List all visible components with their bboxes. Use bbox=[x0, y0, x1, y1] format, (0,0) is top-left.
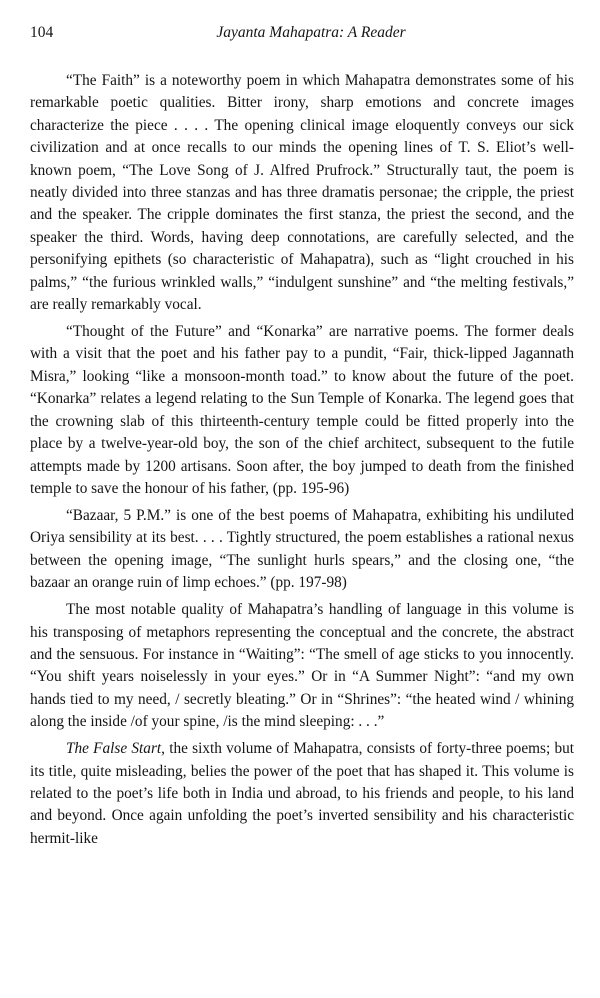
body-text bbox=[30, 70, 574, 855]
false-start-text: the sixth volume of Mahapatra, consists of forty-three poems; but its title, quite misleading, belies the power of the poet that has shaped it. This volume is related to the poet’s life both in India und abroad, to his friends and people, to his land and beyond. Once again unfolding the poet’s inverted sensibility and his characteristic hermit-like bbox=[30, 740, 574, 847]
paragraph-thought-of-the-future: “Thought of the Future” and “Konarka” are narrative poems. The former deals with a visit that the poet and his father pay to a pundit, “Fair, thick-lipped Jagannath Misra,” looking “like a monsoon-month toad.” to know about the future of the poet. “Konarka” relates a legend relating to the Sun Temple of Konarka. The legend goes that the crowning slab of this thirteenth-century temple could be fitted properly into the place by a twelve-year-old boy, the son of the chief architect, subsequent to the futile attempts made by 1200 artisans. Soon after, the boy jumped to death from the finished temple to save the honour of his father, (pp. 195-96) bbox=[30, 323, 574, 497]
page-number: 104 bbox=[30, 24, 54, 41]
paragraph-the-false-start bbox=[30, 738, 574, 850]
paragraph-bazaar: “Bazaar, 5 P.M.” is one of the best poems of Mahapatra, exhibiting his undiluted Oriya sensibility at its best. . . . Tightly structured, the poem establishes a rational nexus between the opening image, “The sunlight hurls spears,” and the closing one, “the bazaar an orange ruin of limp echoes.” (pp. 197-98) bbox=[30, 506, 574, 592]
paragraph-metaphors: The most notable quality of Mahapatra’s handling of language in this volume is his transposing of metaphors representing the conceptual and the concrete, the abstract and the sensuous. For instance in “Waiting”: “The smell of age sticks to you innocently. “You shift years noiselessly in your eyes.” Or in “A Summer Night”: “and my own hands tied to my need, / secretly bleating.” Or in “Shrines”: “the heated wind / whining along the inside /of your spine, /is the mind sleeping: . . .” bbox=[30, 601, 574, 731]
running-head bbox=[30, 22, 576, 44]
paragraph-the-faith: “The Faith” is a noteworthy poem in which Mahapatra demonstrates some of his remarkable poetic qualities. Bitter irony, sharp emotions and concrete images characterize the piece . . . . The opening clinical image eloquently conveys our sick civilization and at once recalls to our minds the opening lines of T. S. Eliot’s well-known poem, “The Love Song of J. Alfred Prufrock.” Structurally taut, the poem is neatly divided into three stanzas and has three dramatis personae; the cripple, the priest and the speaker. The cripple dominates the first stanza, the priest the second, and the speaker the third. Words, having deep connotations, are carefully selected, and the personifying epithets (so characteristic of Mahapatra), such as “light crouched in his palms,” “the furious wrinkled walls,” “indulgent sunshine” and “the melting festivals,” are really remarkably vocal. bbox=[30, 72, 574, 314]
false-start-title: The False Start, bbox=[66, 740, 165, 758]
book-title: Jayanta Mahapatra: A Reader bbox=[216, 24, 406, 41]
